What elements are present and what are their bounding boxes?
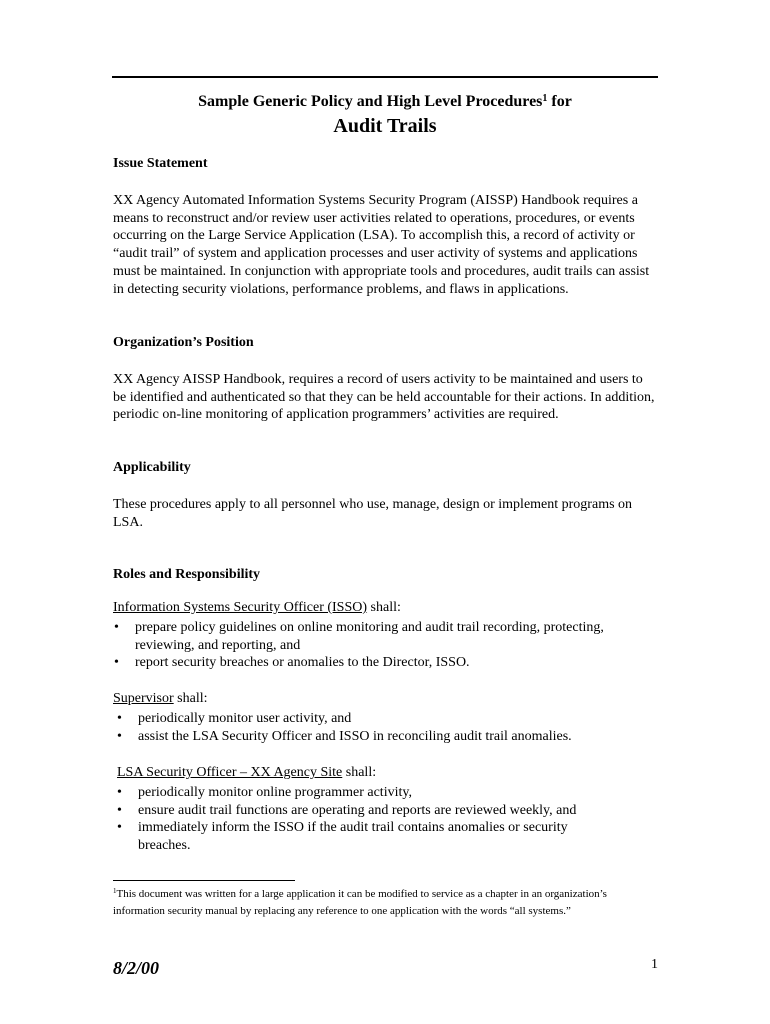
lsa-officer-duties-list <box>116 784 616 855</box>
document-title: Sample Generic Policy and High Level Procedures$^1$ for <box>198 93 572 110</box>
footnote <box>113 886 653 919</box>
applicability-heading: Applicability <box>113 460 191 475</box>
footnote-text: This document was written for a large application it can be modified to service as a chapter in an organization’s information security manual by replacing any reference to one application with the words “all systems.” <box>113 888 607 917</box>
position-heading: Organization’s Position <box>113 335 254 350</box>
document-subject: Audit Trails <box>333 115 437 137</box>
list-item: • report security breaches or anomalies to the Director, ISSO. <box>113 654 653 672</box>
supervisor-subheading: Supervisor shall: <box>113 691 208 706</box>
list-item: • immediately inform the ISSO if the audit trail contains anomalies or security breaches. <box>116 819 616 854</box>
top-rule <box>112 76 658 78</box>
applicability-body: These procedures apply to all personnel who use, manage, design or implement programs on LSA. <box>113 497 633 530</box>
list-item: • periodically monitor online programmer activity, <box>116 784 616 802</box>
list-item: • periodically monitor user activity, and <box>116 710 656 728</box>
footnote-separator <box>113 880 295 881</box>
position-body: XX Agency AISSP Handbook, requires a record of users activity to be maintained and users to be identified and authenticated so that they can be held accountable for their actions. In addition, periodic on-line monitoring of application programmers’ activities are required. <box>113 372 655 423</box>
footnote-marker: 1 <box>113 887 117 895</box>
issue-statement-body: XX Agency Automated Information Systems Security Program (AISSP) Handbook requires a means to reconstruct and/or review user activities related to operations, procedures, or events occurring on the Large Service Application (LSA). To accomplish this, a record of activity or “audit trail” of system and application processes and user activity of systems and applications must be maintained. In conjunction with appropriate tools and procedures, audit trails can assist in detecting security violations, performance problems, and flaws in applications. <box>113 193 650 297</box>
isso-subheading: Information Systems Security Officer (ISSO) shall: <box>113 600 401 615</box>
list-item: • ensure audit trail functions are operating and reports are reviewed weekly, and <box>116 802 616 820</box>
lsa-officer-subheading: LSA Security Officer – XX Agency Site shall: <box>117 765 377 780</box>
list-item: • prepare policy guidelines on online monitoring and audit trail recording, protecting, reviewing, and reporting, and <box>113 619 653 654</box>
roles-heading: Roles and Responsibility <box>113 567 261 582</box>
isso-duties-list <box>113 619 653 672</box>
list-item: • assist the LSA Security Officer and ISSO in reconciling audit trail anomalies. <box>116 728 656 746</box>
footnote-reference[interactable]: 1 <box>542 93 548 104</box>
supervisor-duties-list <box>116 710 656 745</box>
document-date: 8/2/00 <box>113 958 160 978</box>
issue-statement-heading: Issue Statement <box>113 156 208 171</box>
page-number: 1 <box>651 957 658 972</box>
